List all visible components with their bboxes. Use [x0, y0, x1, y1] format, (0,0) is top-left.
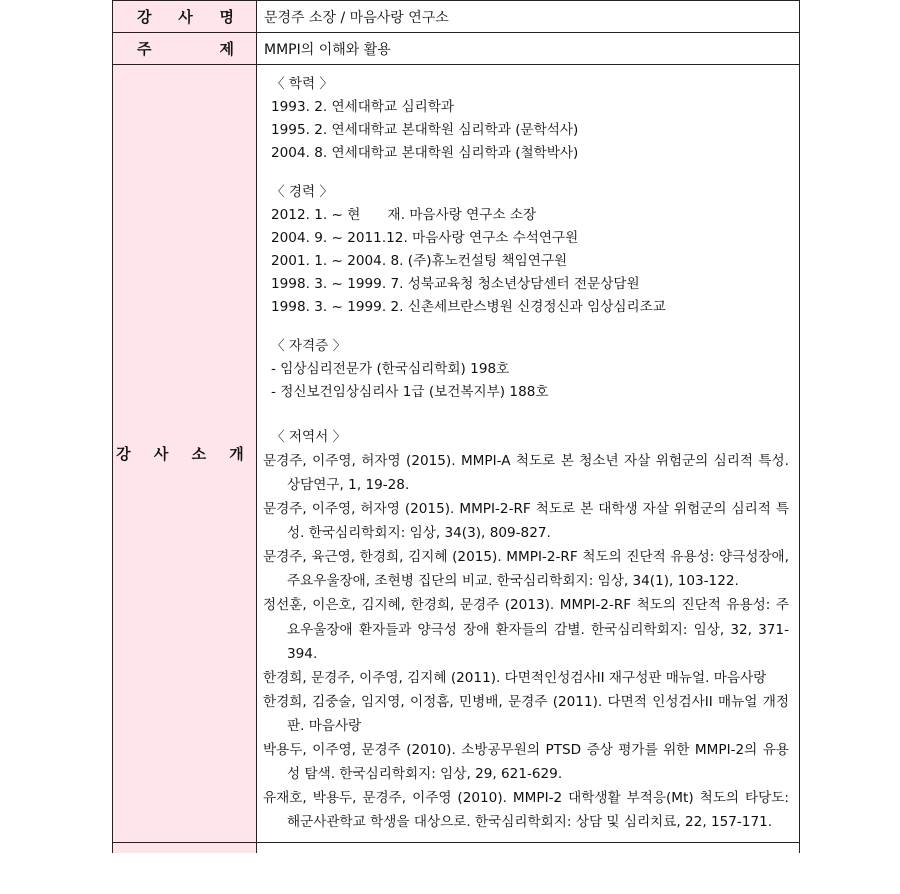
next-value-cell	[257, 843, 800, 854]
topic-label-char: 주	[137, 40, 152, 58]
pub-item: 문경주, 이주영, 허자영 (2015). MMPI-2-RF 척도로 본 대학생 자살 위험군의 심리적 특성. 한국심리학회지: 임상, 34(3), 809-827.	[263, 501, 789, 542]
instructor-info-table	[112, 0, 800, 853]
certs-heading: 〈 자격증 〉	[271, 337, 347, 354]
instructor-label-char: 강	[137, 8, 152, 26]
intro-label-cell	[113, 65, 257, 843]
pub-item: 한경희, 김중술, 임지영, 이정흠, 민병배, 문경주 (2011). 다면적 인성검사II 매뉴얼 개정판. 마음사랑	[263, 693, 789, 734]
education-heading: 〈 학력 〉	[271, 76, 334, 92]
topic-label-cell	[113, 33, 257, 65]
pubs-heading: 〈 저역서 〉	[271, 428, 347, 445]
topic-value: MMPI의 이해와 활용	[257, 33, 800, 65]
career-heading: 〈 경력 〉	[271, 183, 334, 200]
topic-label-char: 제	[219, 40, 234, 58]
pub-item: 문경주, 육근영, 한경희, 김지혜 (2015). MMPI-2-RF 척도의 진단적 유용성: 양극성장애, 주요우울장애, 조현병 집단의 비교. 한국심리학회지: 임상, 34(1), 103-122.	[263, 549, 789, 590]
instructor-label-char: 사	[178, 8, 193, 26]
career-item: 2012. 1. ~ 현 재. 마음사랑 연구소 소장	[271, 206, 537, 223]
pub-item: 박용두, 이주영, 문경주 (2010). 소방공무원의 PTSD 증상 평가를 위한 MMPI-2의 유용성 탐색. 한국심리학회지: 임상, 29, 621-629.	[263, 742, 789, 783]
instructor-value: 문경주 소장 / 마음사랑 연구소	[257, 1, 800, 33]
intro-content	[257, 65, 800, 843]
pub-item: 문경주, 이주영, 허자영 (2015). MMPI-A 척도로 본 청소년 자살 위험군의 심리적 특성. 상담연구, 1, 19-28.	[263, 452, 789, 493]
pub-item: 정선훈, 이은호, 김지혜, 한경희, 문경주 (2013). MMPI-2-RF 척도의 진단적 유용성: 주요우울장애 환자들과 양극성 장애 환자들의 감별. 한국심리학회지: 임상, 32, 371-394.	[263, 597, 789, 662]
career-item: 2004. 9. ~ 2011.12. 마음사랑 연구소 수석연구원	[271, 229, 579, 246]
career-item: 1998. 3. ~ 1999. 7. 성북교육청 청소년상담센터 전문상담원	[271, 276, 640, 293]
cert-item: - 정신보건임상심리사 1급 (보건복지부) 188호	[271, 383, 549, 400]
topic-row	[113, 33, 800, 65]
instructor-label-char: 명	[219, 8, 234, 26]
pub-item: 한경희, 문경주, 이주영, 김지혜 (2011). 다면적인성검사II 재구성판 매뉴얼. 마음사랑	[263, 669, 767, 686]
education-item: 1993. 2. 연세대학교 심리학과	[271, 99, 455, 115]
instructor-row	[113, 1, 800, 33]
education-item: 1995. 2. 연세대학교 본대학원 심리학과 (문학석사)	[271, 122, 579, 139]
intro-row	[113, 65, 800, 843]
instructor-label-cell	[113, 1, 257, 33]
career-item: 1998. 3. ~ 1999. 2. 신촌세브란스병원 신경정신과 임상심리조교	[271, 299, 666, 316]
intro-label: 강 사 소 개	[116, 445, 253, 464]
career-item: 2001. 1. ~ 2004. 8. (주)휴노컨설팅 책임연구원	[271, 252, 568, 269]
education-item: 2004. 8. 연세대학교 본대학원 심리학과 (철학박사)	[271, 145, 579, 162]
next-row	[113, 843, 800, 854]
cert-item: - 임상심리전문가 (한국심리학회) 198호	[271, 360, 510, 377]
pub-item: 유재호, 박용두, 문경주, 이주영 (2010). MMPI-2 대학생활 부적응(Mt) 척도의 타당도: 해군사관학교 학생을 대상으로. 한국심리학회지: 상담 및 심리치료, 22, 157-171.	[263, 790, 789, 831]
next-label-cell	[113, 843, 257, 854]
